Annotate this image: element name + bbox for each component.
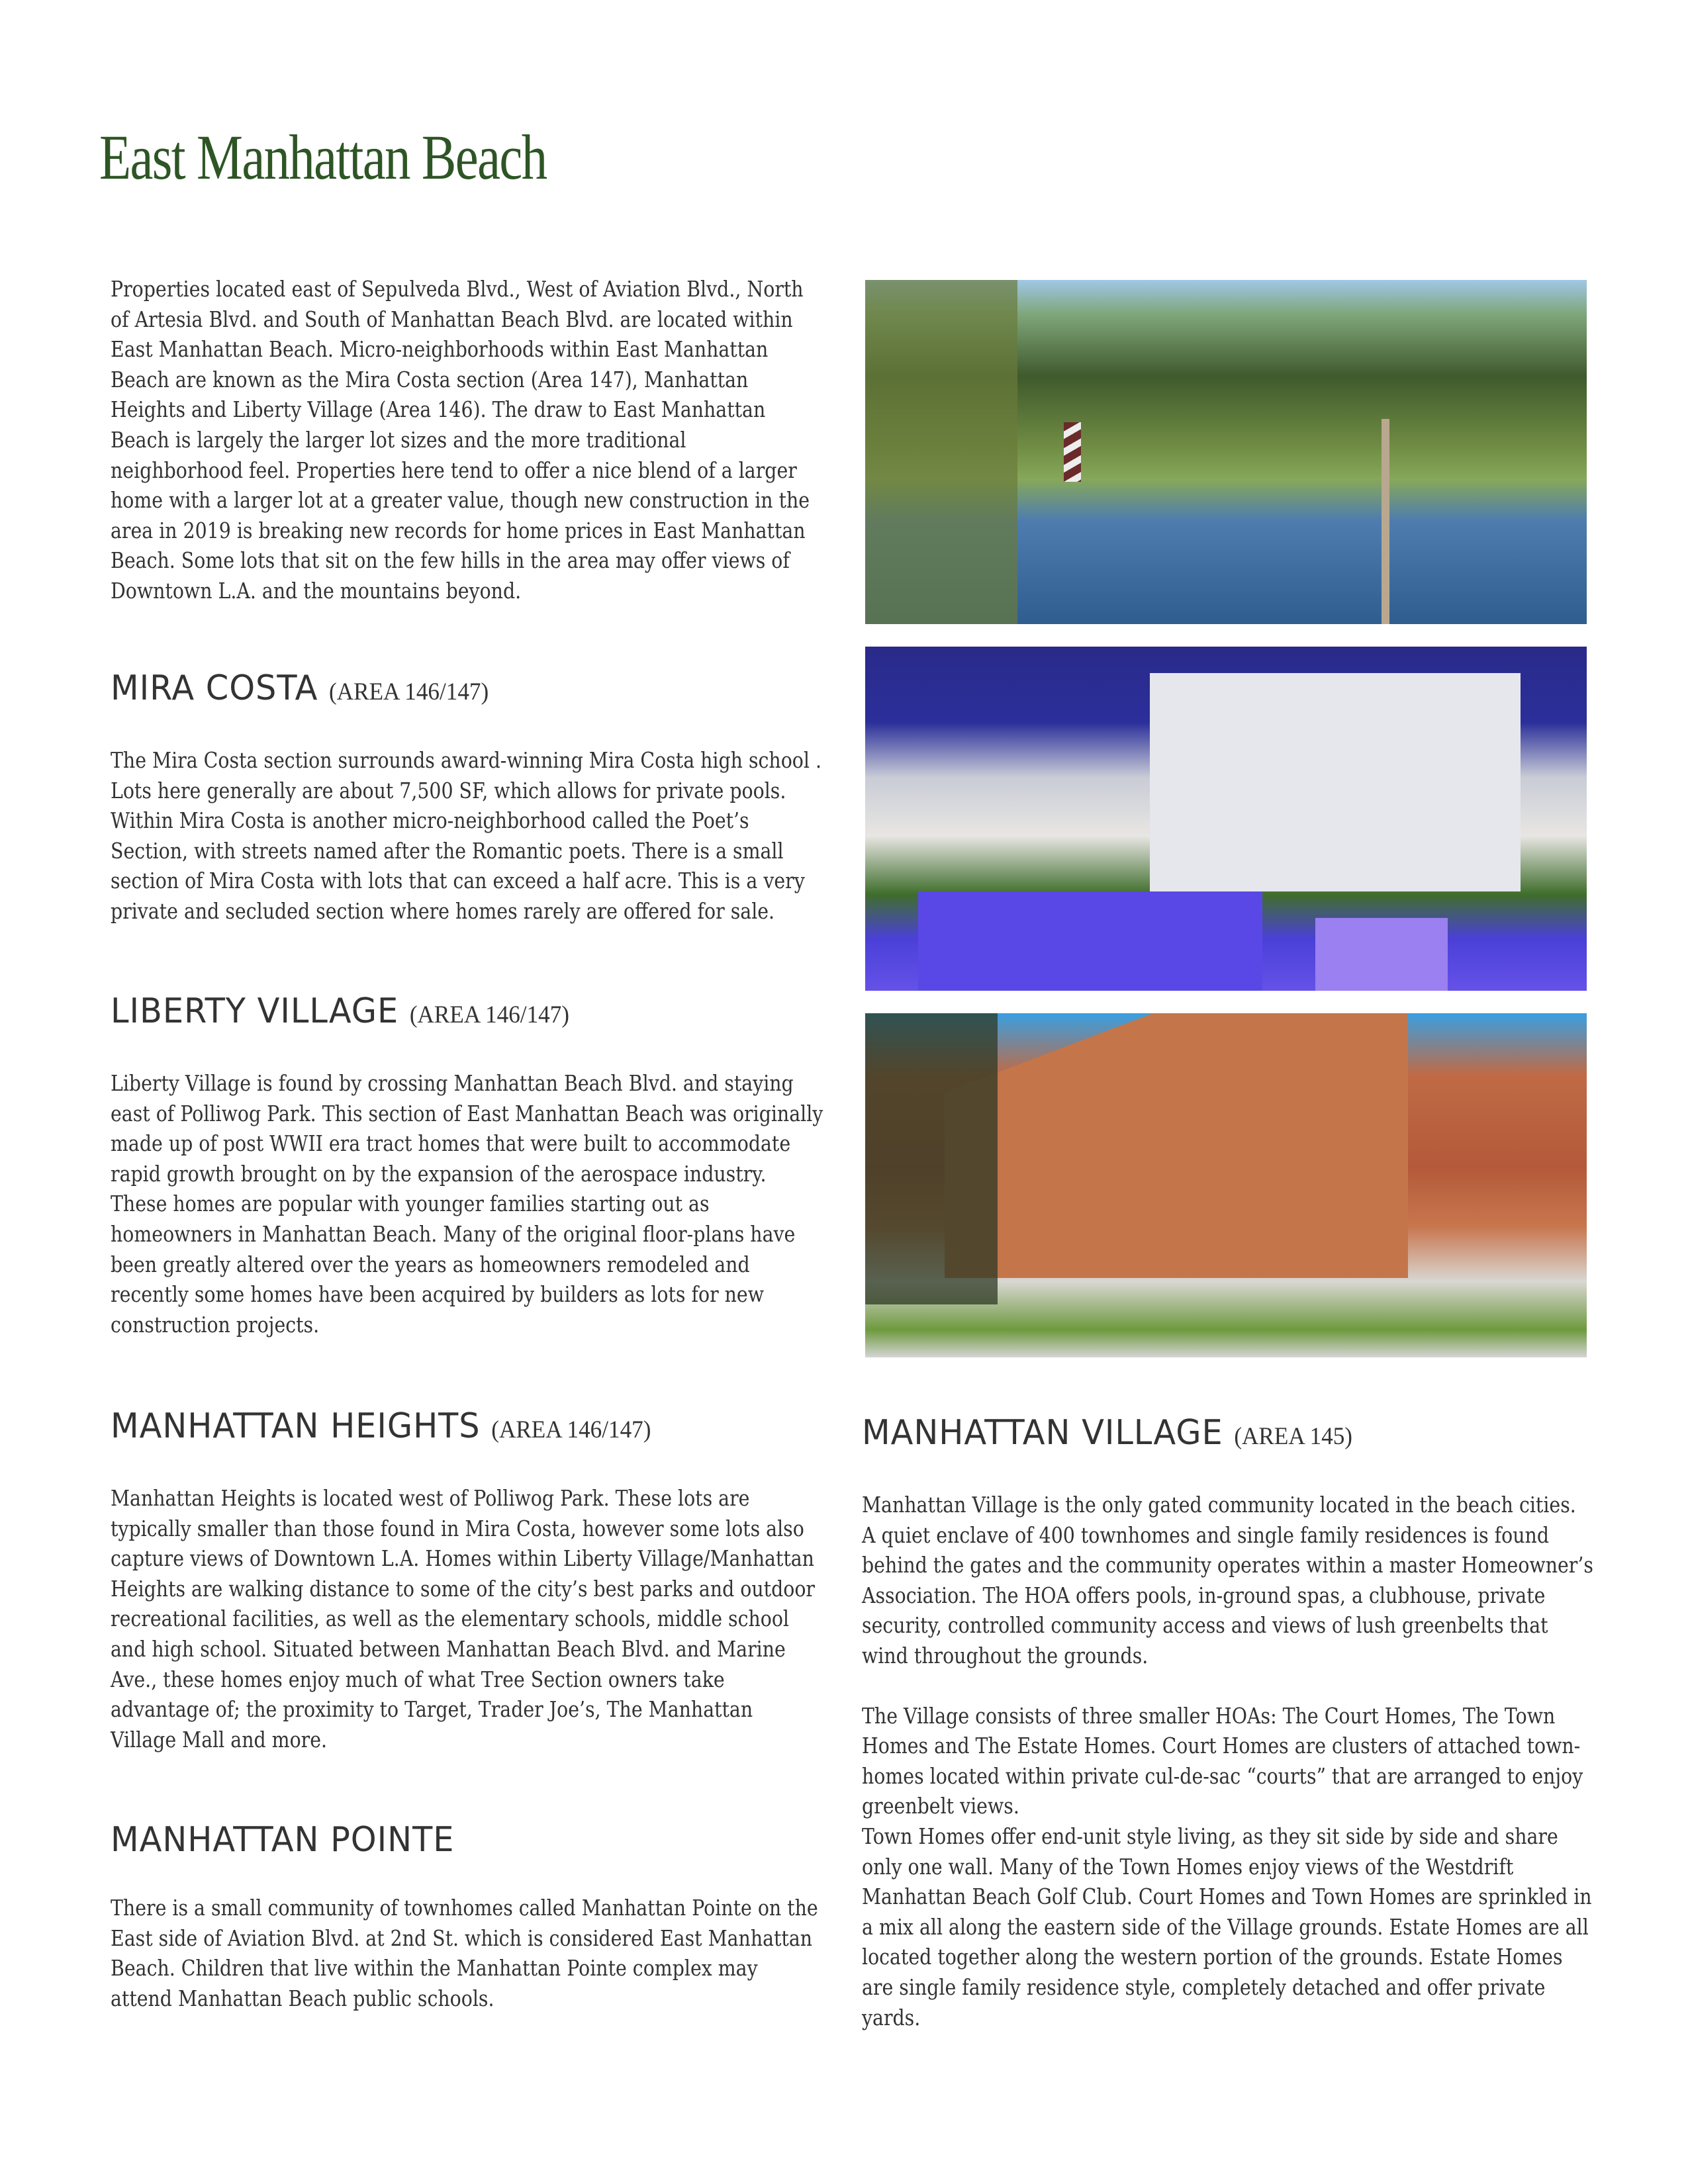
- school-building-photo: [865, 1013, 1587, 1357]
- area-label: (AREA 146/147): [329, 678, 489, 705]
- section-manhattan-village: [862, 1413, 1597, 2032]
- page-title: East Manhattan Beach: [99, 122, 547, 193]
- section-body: Manhattan Village is the only gated community located in the beach cities. A quiet enclave of 400 townhomes and single family residences is found behind the gates and the community operates within a master Homeowner’s Association. The HOA offers pools, in-ground spas, a clubhouse, private security, controlled community access and views of lush greenbelts that wind throughout the grounds.: [862, 1492, 1593, 1668]
- section-liberty-village: [111, 991, 825, 1340]
- section-heading: MANHATTAN POINTE: [111, 1820, 455, 1860]
- area-label: (AREA 146/147): [491, 1416, 651, 1443]
- park-pond-photo: [865, 280, 1587, 624]
- pool-shape: [918, 891, 1262, 991]
- section-heading: [111, 668, 790, 712]
- section-manhattan-heights: [111, 1406, 825, 1754]
- section-body: The Village consists of three smaller HOAs: The Court Homes, The Town Homes and The Estate Homes. Court Homes are clusters of attached town-homes located within private cul-de-sac “courts” that are arranged to enjoy greenbelt views.: [862, 1702, 1583, 1819]
- section-manhattan-pointe: [111, 1820, 825, 2013]
- section-heading: [111, 991, 790, 1035]
- tree-shape: [865, 280, 1017, 624]
- heading-text: MANHATTAN VILLAGE: [862, 1413, 1223, 1453]
- tree-shape: [865, 1013, 998, 1304]
- area-label: (AREA 146/147): [409, 1001, 570, 1028]
- section-body: The Mira Costa section surrounds award-winning Mira Costa high school . Lots here generally are about 7,500 SF, which allows for private pools. Within Mira Costa is another micro-neighborhood called the Poet’s Section, with streets named after the Romantic poets. There is a small section of Mira Costa with lots that can exceed a half acre. This is a very private and secluded section where homes rarely are offered for sale.: [111, 747, 821, 924]
- intro-paragraph: Properties located east of Sepulveda Blvd., West of Aviation Blvd., North of Artesia Blvd. and South of Manhattan Beach Blvd. are located within East Manhattan Beach. Micro-neighborhoods within East Manhattan Beach are known as the Mira Costa section (Area 147), Manhattan Heights and Liberty Village (Area 146). The draw to East Manhattan Beach is largely the larger lot sizes and the more traditional neighborhood feel. Properties here tend to offer a nice blend of a larger home with a larger lot at a greater value, though new construction in the area in 2019 is breaking new records for home prices in East Manhattan Beach. Some lots that sit on the few hills in the area may offer views of Downtown L.A. and the mountains beyond.: [111, 276, 810, 604]
- lighthouse-shape: [1064, 422, 1081, 482]
- lamp-post-shape: [1382, 419, 1389, 624]
- house-pool-photo: [865, 647, 1587, 991]
- section-body: There is a small community of townhomes called Manhattan Pointe on the East side of Aviation Blvd. at 2nd St. which is considered East Manhattan Beach. Children that live within the Manhattan Pointe complex may attend Manhattan Beach public schools.: [111, 1895, 818, 2011]
- intro-block: [111, 274, 825, 606]
- section-mira-costa: [111, 668, 825, 927]
- section-body: Manhattan Heights is located west of Polliwog Park. These lots are typically smaller than those found in Mira Costa, however some lots also capture views of Downtown L.A. Homes within Liberty Village/Manhattan Heights are walking distance to some of the city’s best parks and outdoor recreational facilities, as well as the elementary schools, middle school and high school. Situated between Manhattan Beach Blvd. and Marine Ave., these homes enjoy much of what Tree Section owners take advantage of; the proximity to Target, Trader Joe’s, The Manhattan Village Mall and more.: [111, 1485, 815, 1752]
- heading-text: MIRA COSTA: [111, 668, 318, 708]
- building-shape: [945, 1013, 1408, 1278]
- heading-text: MANHATTAN HEIGHTS: [111, 1406, 481, 1446]
- heading-text: LIBERTY VILLAGE: [111, 991, 399, 1031]
- section-heading: [111, 1406, 790, 1450]
- section-body: Town Homes offer end-unit style living, as they sit side by side and share only one wall. Many of the Town Homes enjoy views of the Westdrift Manhattan Beach Golf Club. Court Homes and Town Homes are sprinkled in a mix all along the eastern side of the Village grounds. Estate Homes are all located together along the western portion of the grounds. Estate Homes are single family residence style, completely detached and offer private yards.: [862, 1823, 1592, 2030]
- house-shape: [1150, 673, 1521, 891]
- section-body: Liberty Village is found by crossing Manhattan Beach Blvd. and staying east of Polliwog Park. This section of East Manhattan Beach was originally made up of post WWII era tract homes that were built to accommodate rapid growth brought on by the expansion of the aerospace industry. These homes are popular with younger families starting out as homeowners in Manhattan Beach. Many of the original floor-plans have been greatly altered over the years as homeowners remodeled and recently some homes have been acquired by builders as lots for new construction projects.: [111, 1070, 823, 1338]
- section-heading: [862, 1413, 1560, 1457]
- area-label: (AREA 145): [1234, 1423, 1353, 1450]
- spa-shape: [1315, 918, 1448, 991]
